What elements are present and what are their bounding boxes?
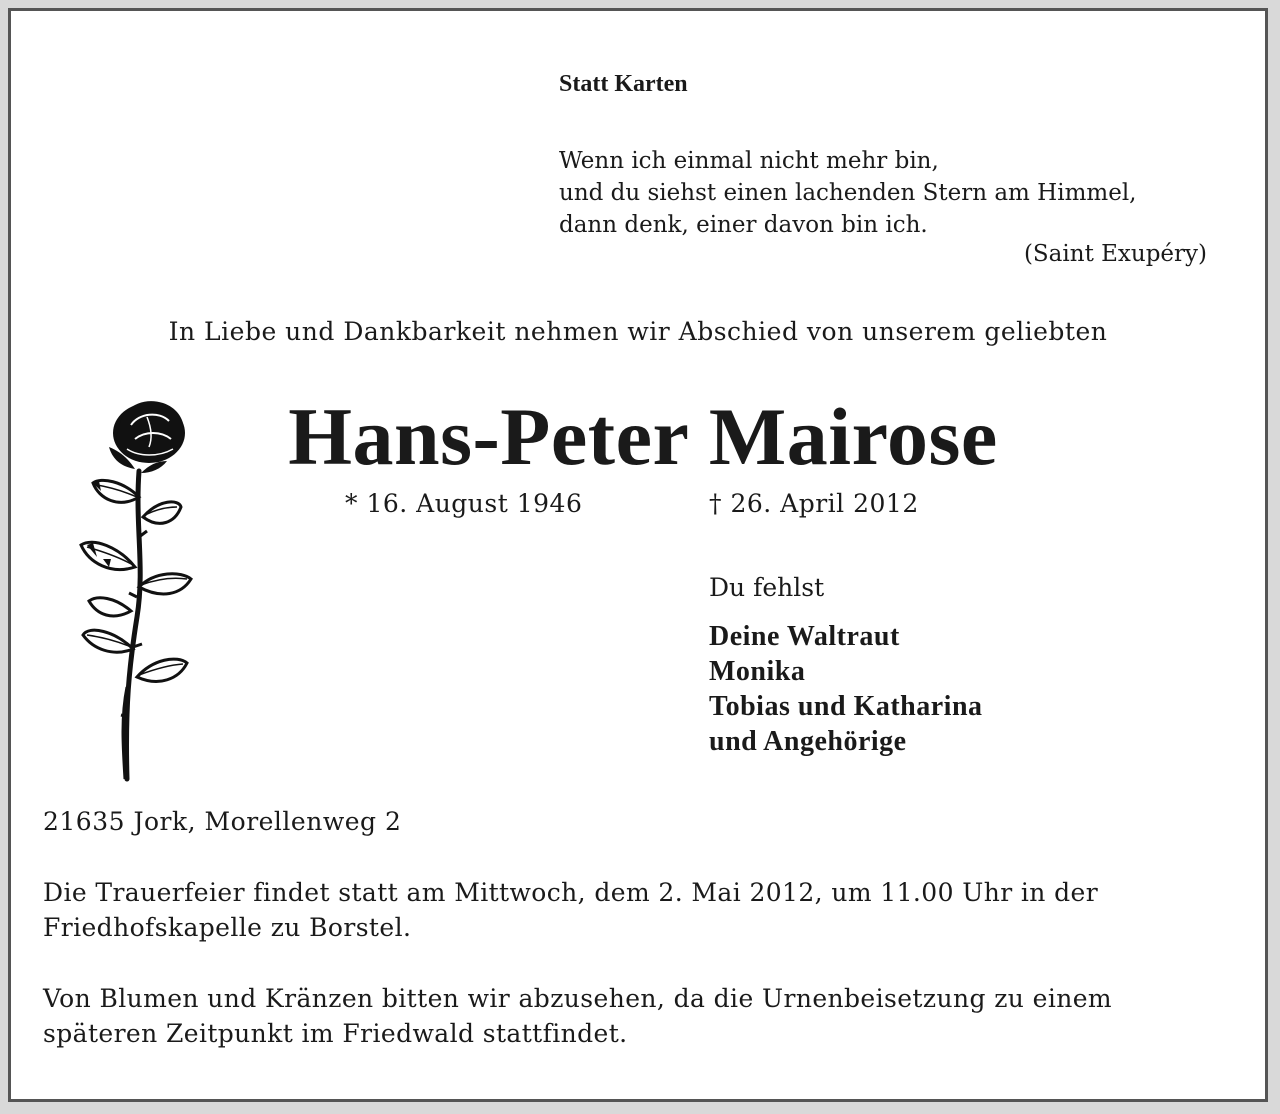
signer: und Angehörige (709, 726, 907, 757)
burial-info (43, 981, 1112, 1051)
poem (559, 145, 1136, 241)
poem-author: (Saint Exupéry) (1023, 241, 1207, 267)
address: 21635 Jork, Morellenweg 2 (43, 807, 402, 836)
burial-line: Von Blumen und Kränzen bitten wir abzusehen, da die Urnenbeisetzung zu einem (43, 984, 1113, 1013)
poem-line: Wenn ich einmal nicht mehr bin, (559, 148, 939, 174)
intro-line: In Liebe und Dankbarkeit nehmen wir Abschied von unserem geliebten (168, 317, 1108, 346)
farewell-line: Du fehlst (709, 573, 825, 602)
service-line: Die Trauerfeier findet statt am Mittwoch, dem 2. Mai 2012, um 11.00 Uhr in der (43, 878, 1099, 907)
signers (709, 619, 983, 759)
deceased-name: Hans-Peter Mairose (288, 391, 998, 482)
birth-date: * 16. August 1946 (345, 489, 583, 518)
service-line: Friedhofskapelle zu Borstel. (43, 913, 412, 942)
notice-header: Statt Karten (559, 71, 688, 97)
poem-line: und du siehst einen lachenden Stern am Himmel, (559, 180, 1137, 206)
burial-line: späteren Zeitpunkt im Friedwald stattfindet. (43, 1019, 628, 1048)
death-date: † 26. April 2012 (709, 489, 919, 518)
poem-line: dann denk, einer davon bin ich. (559, 212, 928, 238)
service-info (43, 875, 1098, 945)
obituary-notice (8, 8, 1268, 1102)
signer: Tobias und Katharina (709, 691, 983, 722)
signer: Monika (709, 656, 806, 687)
signer: Deine Waltraut (709, 621, 900, 652)
